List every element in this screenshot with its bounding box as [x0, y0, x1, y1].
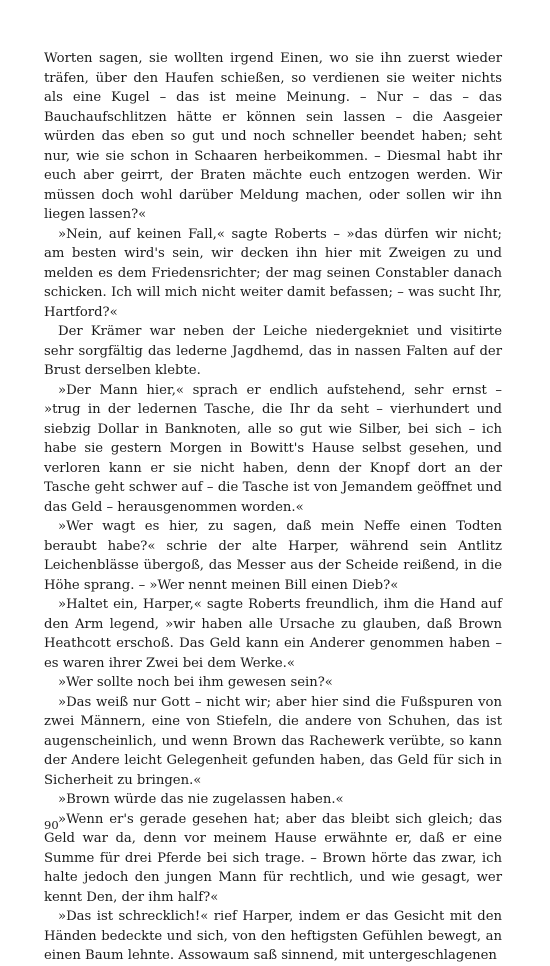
body-text — [44, 49, 502, 966]
paragraph: »Nein, auf keinen Fall,« sagte Roberts – »das dürfen wir nicht; am besten wird's sein, wir decken ihn hier mit Zweigen zu und melden es dem Friedensrichter; der mag seinen Constabler danach schicken. Ich will mich nicht weiter damit befassen; – was sucht Ihr, Hartford?« — [44, 226, 502, 320]
paragraph: Worten sagen, sie wollten irgend Einen, wo sie ihn zuerst wieder träfen, über den Haufen schießen, so verdienen sie weiter nichts als eine Kugel – das ist meine Meinung. – Nur – das – das Bauchaufschlitzen hätte er können sein lassen – die Aasgeier würden das eben so gut und noch schneller beendet haben; seht nur, wie sie schon in Schaaren herbeikommen. – Diesmal habt ihr euch aber geirrt, der Braten mächte euch entzogen werden. Wir müssen doch wohl darüber Meldung machen, oder sollen wir ihn liegen lassen?« — [44, 51, 502, 222]
paragraph: »Wer wagt es hier, zu sagen, daß mein Neffe einen Todten beraubt habe?« schrie der alte Harper, während sein Antlitz Leichenblässe übergoß, das Messer aus der Scheide reißend, in die Höhe sprang. – »Wer nennt meinen Bill einen Dieb?« — [44, 519, 502, 593]
paragraph: »Der Mann hier,« sprach er endlich aufstehend, sehr ernst – »trug in der ledernen Tasche, die Ihr da seht – vierhundert und siebzig Dollar in Banknoten, alle so gut wie Silber, bei sich – ich habe sie gestern Morgen in Bowitt's Hause selbst gesehen, und verloren kann er sie nicht haben, denn der Knopf dort an der Tasche geht schwer auf – die Tasche ist von Jemandem geöffnet und das Geld – herausgenommen worden.« — [44, 382, 502, 515]
paragraph: »Brown würde das nie zugelassen haben.« — [58, 792, 344, 807]
page-number: 90 — [44, 818, 59, 832]
paragraph: »Das weiß nur Gott – nicht wir; aber hier sind die Fußspuren von zwei Männern, eine von Stiefeln, die andere von Schuhen, das ist augenscheinlich, und wenn Brown das Rachewerk verübte, so kann der Andere leicht Gelegenheit gefunden haben, das Geld für sich in Sicherheit zu bringen.« — [44, 694, 502, 788]
paragraph: »Das ist schrecklich!« rief Harper, indem er das Gesicht mit den Händen bedeckte und sich, von den heftigsten Gefühlen bewegt, an einen Baum lehnte. Assowaum saß sinnend, mit untergeschlagenen — [44, 909, 502, 963]
paragraph: »Haltet ein, Harper,« sagte Roberts freundlich, ihm die Hand auf den Arm legend, »wir haben alle Ursache zu glauben, daß Brown Heathcott erschoß. Das Geld kann ein Anderer genommen haben – es waren ihrer Zwei bei dem Werke.« — [44, 597, 502, 671]
paragraph: »Wenn er's gerade gesehen hat; aber das bleibt sich gleich; das Geld war da, denn vor meinem Hause erwähnte er, daß er eine Summe für drei Pferde bei sich trage. – Brown hörte das zwar, ich halte jedoch den jungen Mann für rechtlich, und wie gesagt, wer kennt Den, der ihm half?« — [44, 811, 502, 905]
paragraph: »Wer sollte noch bei ihm gewesen sein?« — [58, 675, 333, 690]
paragraph: Der Krämer war neben der Leiche niedergekniet und visitirte sehr sorgfältig das lederne Jagdhemd, das in nassen Falten auf der Brust derselben klebte. — [44, 324, 502, 378]
